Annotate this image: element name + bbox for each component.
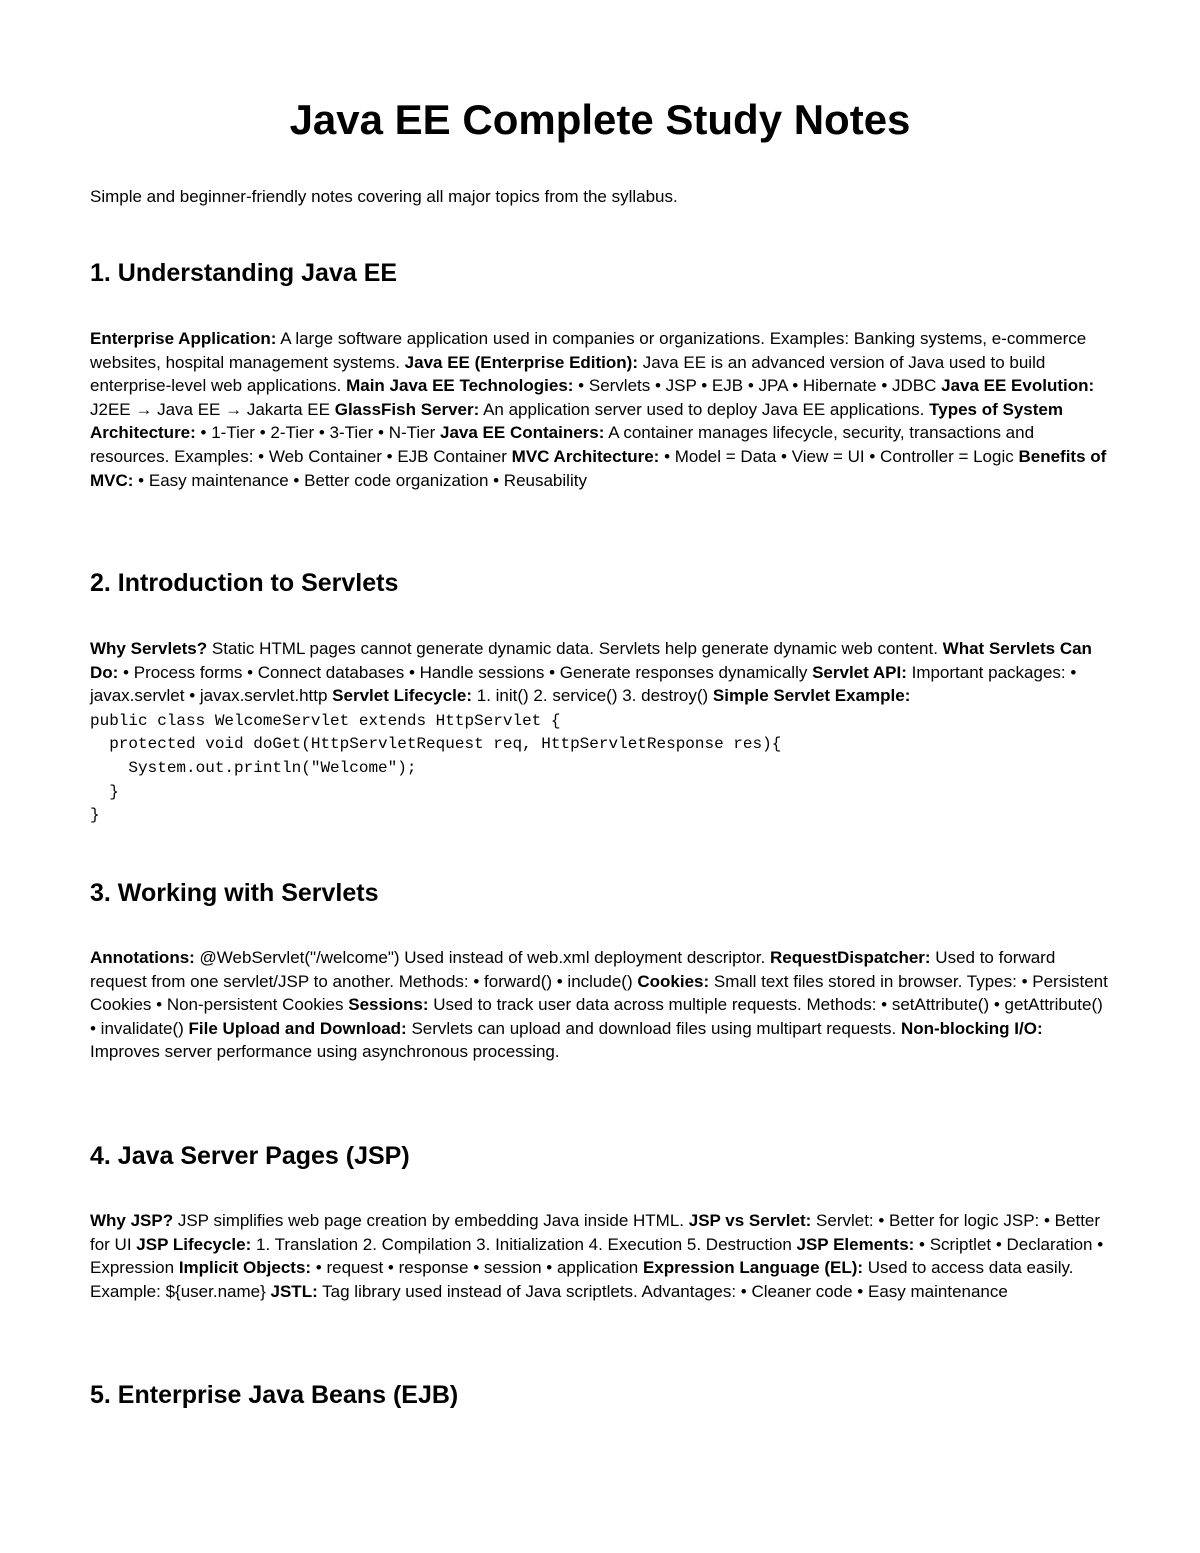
body-text: Small text files stored in browser. Types: • Persistent Cookies • Non-persistent Cookies	[90, 971, 1108, 1015]
body-text: Static HTML pages cannot generate dynamic data. Servlets help generate dynamic web content.	[207, 639, 943, 658]
term-label: Main Java EE Technologies:	[346, 376, 574, 396]
section-heading-java-server-pages: 4. Java Server Pages (JSP)	[90, 1142, 410, 1170]
body-text: • Process forms • Connect databases • Handle sessions • Generate responses dynamically	[118, 662, 813, 682]
term-label: Why JSP?	[90, 1211, 174, 1230]
term-label: Cookies:	[637, 971, 710, 991]
term-label: JSP Elements:	[796, 1234, 915, 1254]
body-text: • Servlets • JSP • EJB • JPA • Hibernate • JDBC	[573, 376, 942, 396]
body-text: A large software application used in companies or organizations. Examples: Banking systems, e-commerce websites, hospital management systems.	[90, 329, 1087, 372]
term-label: Java EE Evolution:	[941, 376, 1095, 396]
body-text: Servlets can upload and download files using multipart requests.	[406, 1018, 901, 1038]
body-text: A container manages lifecycle, security, transactions and resources. Examples: • Web Container • EJB Container	[90, 423, 1035, 466]
page-subtitle: Simple and beginner-friendly notes covering all major topics from the syllabus.	[90, 187, 678, 206]
section-body-introduction-to-servlets	[90, 637, 1110, 828]
term-label: Non-blocking I/O:	[900, 1018, 1043, 1038]
term-label: Java EE Containers:	[440, 423, 605, 443]
body-text: Used to forward request from one servlet/JSP to another. Methods: • forward() • include()	[90, 948, 1056, 991]
body-text: Tag library used instead of Java scriptlets. Advantages: • Cleaner code • Easy maintenance	[317, 1281, 1008, 1301]
term-label: JSTL:	[270, 1281, 318, 1301]
body-text: Used to access data easily. Example: ${user.name}	[90, 1258, 1074, 1301]
section-body-understanding-java-ee	[90, 327, 1110, 492]
term-label: Sessions:	[348, 995, 429, 1015]
section-body-java-server-pages	[90, 1209, 1110, 1303]
term-label: Simple Servlet Example:	[712, 686, 911, 706]
term-label: Enterprise Application:	[90, 329, 277, 348]
body-text: An application server used to deploy Java EE applications.	[479, 399, 930, 419]
term-label: GlassFish Server:	[334, 399, 480, 419]
body-text: Java EE is an advanced version of Java used to build enterprise-level web applications.	[90, 352, 1046, 396]
section-heading-understanding-java-ee: 1. Understanding Java EE	[90, 259, 398, 287]
body-text: J2EE → Java EE → Jakarta EE	[90, 399, 335, 419]
body-text: Used to track user data across multiple requests. Methods: • setAttribute() • getAttribute() • invalidate()	[90, 995, 1103, 1038]
servlet-code-block	[90, 733, 1110, 827]
body-text: 1. init() 2. service() 3. destroy()	[472, 686, 713, 706]
code-line: protected void doGet(HttpServletRequest req, HttpServletResponse res){	[90, 735, 782, 754]
term-label: Servlet Lifecycle:	[332, 686, 473, 706]
code-line: public class WelcomeServlet extends HttpServlet {	[90, 711, 561, 730]
body-text: Servlet: • Better for logic JSP: • Better for UI	[90, 1211, 1101, 1254]
body-text: 1. Translation 2. Compilation 3. Initialization 4. Execution 5. Destruction	[251, 1234, 797, 1254]
section-heading-working-with-servlets: 3. Working with Servlets	[90, 879, 379, 907]
term-label: Annotations:	[90, 948, 195, 967]
term-label: Servlet API:	[812, 662, 907, 682]
term-label: JSP vs Servlet:	[688, 1211, 812, 1230]
section-heading-enterprise-java-beans: 5. Enterprise Java Beans (EJB)	[90, 1381, 459, 1409]
term-label: Java EE (Enterprise Edition):	[404, 352, 638, 372]
section-heading-introduction-to-servlets: 2. Introduction to Servlets	[90, 569, 399, 597]
body-text: • Model = Data • View = UI • Controller = Logic	[659, 446, 1019, 466]
body-text: @WebServlet("/welcome") Used instead of web.xml deployment descriptor.	[194, 948, 770, 967]
body-text: Important packages: • javax.servlet • javax.servlet.http	[90, 662, 1077, 706]
term-label: Why Servlets?	[90, 639, 208, 658]
code-line: }	[90, 806, 100, 825]
term-label: Implicit Objects:	[178, 1258, 312, 1278]
body-text: • Easy maintenance • Better code organization • Reusability	[133, 470, 587, 490]
term-label: File Upload and Download:	[188, 1018, 407, 1038]
section-body-working-with-servlets	[90, 946, 1110, 1064]
code-line: }	[90, 782, 119, 801]
term-label: Types of System Architecture:	[90, 399, 1063, 443]
servlets-paragraph	[90, 639, 1092, 729]
body-text: Improves server performance using asynchronous processing.	[90, 1042, 560, 1062]
body-text: • 1-Tier • 2-Tier • 3-Tier • N-Tier	[195, 423, 440, 443]
term-label: Expression Language (EL):	[642, 1258, 864, 1278]
term-label: RequestDispatcher:	[769, 948, 931, 967]
term-label: Benefits of MVC:	[90, 446, 1107, 490]
body-text: JSP simplifies web page creation by embedding Java inside HTML.	[173, 1211, 689, 1230]
body-text: • request • response • session • application	[311, 1258, 643, 1278]
page-title: Java EE Complete Study Notes	[289, 96, 911, 143]
term-label: JSP Lifecycle:	[136, 1234, 252, 1254]
term-label: MVC Architecture:	[511, 446, 660, 466]
term-label: What Servlets Can Do:	[90, 639, 1092, 682]
code-line: System.out.println("Welcome");	[90, 758, 417, 777]
body-text: • Scriptlet • Declaration • Expression	[90, 1234, 1104, 1278]
